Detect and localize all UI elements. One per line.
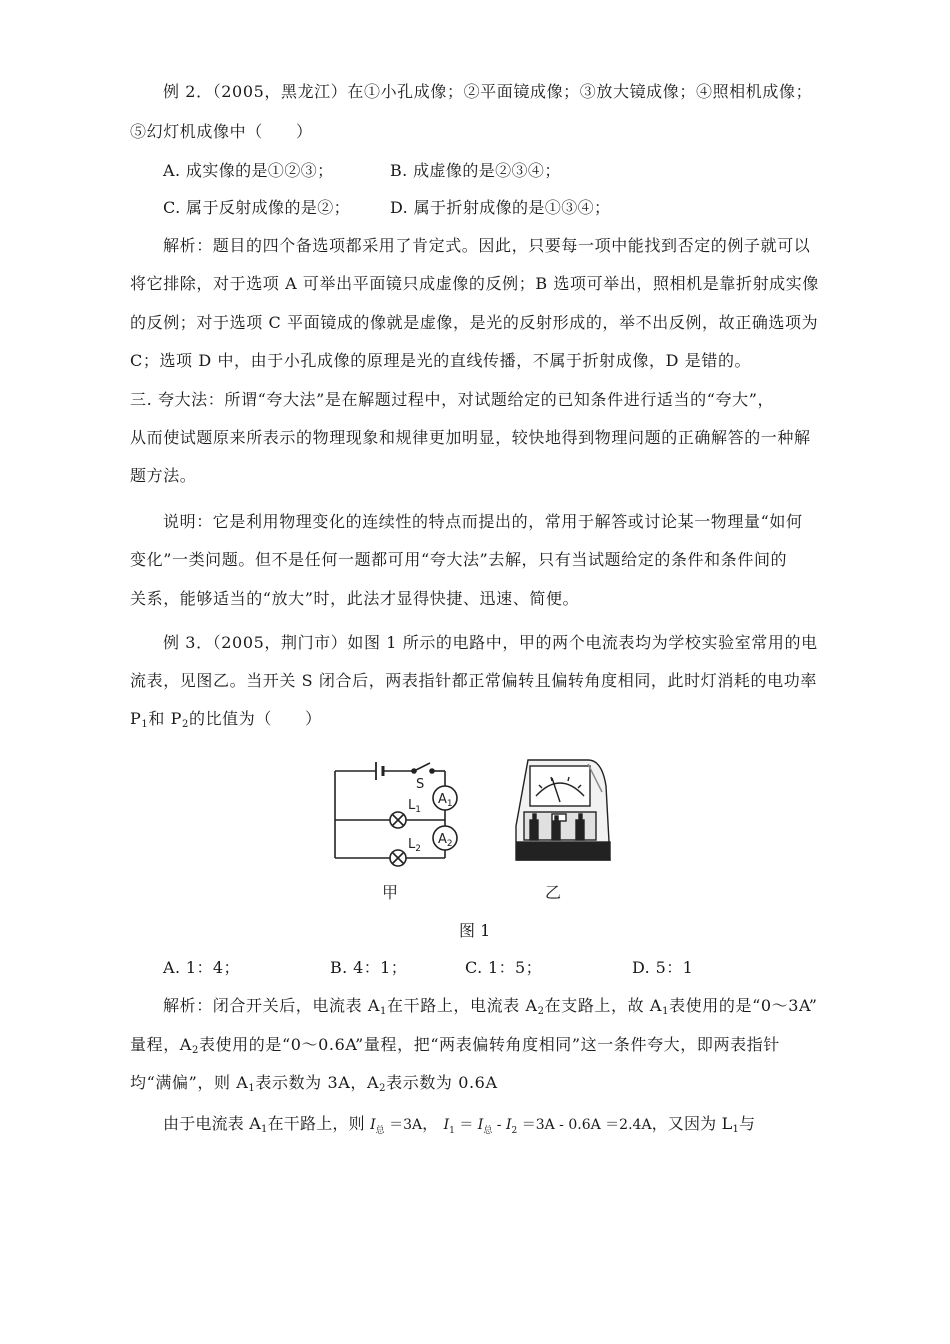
circuit-diagram-jia bbox=[335, 762, 457, 866]
label-jia: 甲 bbox=[382, 883, 399, 902]
equation-i1: $I_1 = I_总 - I_2 =3A - 0.6A =2.4A$ bbox=[443, 1117, 652, 1136]
and-p-text: 和 P bbox=[148, 709, 182, 728]
switch-contact-left bbox=[412, 769, 416, 773]
example3-option-d: D. 5：1 bbox=[632, 958, 694, 977]
label-s: S bbox=[416, 777, 425, 792]
ammeter-base bbox=[517, 842, 610, 860]
example2-stem-line1: 例 2．（2005，黑龙江）在①小孔成像；②平面镜成像；③放大镜成像；④照相机成像； bbox=[163, 82, 813, 101]
example2-option-b: B. 成虚像的是②③④； bbox=[390, 161, 561, 180]
example2-option-c: C. 属于反射成像的是②； bbox=[163, 198, 351, 217]
example2-analysis-line2: 将它排除，对于选项 A 可举出平面镜只成虚像的反例；B 选项可举出，照相机是靠折射成实像 bbox=[130, 274, 819, 293]
section3-note-line3: 关系，能够适当的“放大”时，此法才显得快捷、迅速、简便。 bbox=[130, 589, 580, 608]
example3-stem-line1: 例 3．（2005，荆门市）如图 1 所示的电路中，甲的两个电流表均为学校实验室常用的电 bbox=[163, 633, 818, 652]
example3-option-c: C. 1：5； bbox=[465, 958, 543, 977]
p1-subscript: 1 bbox=[141, 719, 149, 730]
section3-line3: 题方法。 bbox=[130, 466, 197, 485]
terminal-3 bbox=[576, 820, 584, 840]
example3-option-b: B. 4：1； bbox=[330, 958, 408, 977]
label-a2: $A_2$ bbox=[438, 832, 453, 849]
example2-analysis-line3: 的反例；对于选项 C 平面镜成的像就是虚像，是光的反射形成的，举不出反例，故正确选项为 bbox=[130, 313, 819, 332]
example3-analysis-line3: 均“满偏”，则 $A_1$表示数为 3A，$A_2$表示数为 0.6A bbox=[130, 1073, 498, 1094]
terminal-1 bbox=[530, 820, 538, 840]
label-l2: $L_2$ bbox=[408, 837, 421, 854]
section3-note-line1: 说明：它是利用物理变化的连续性的特点而提出的，常用于解答或讨论某一物理量“如何 bbox=[163, 512, 803, 531]
example3-analysis-line2: 量程，$A_2$表使用的是“0～0.6A”量程，把“两表偏转角度相同”这一条件夸大，即两表指针 bbox=[130, 1035, 780, 1056]
figure1-caption: 图 1 bbox=[459, 921, 491, 940]
figure1 bbox=[330, 756, 620, 906]
p2-subscript: 2 bbox=[182, 719, 189, 730]
example3-stem-line2: 流表，见图乙。当开关 S 闭合后，两表指针都正常偏转且偏转角度相同，此时灯消耗的电功率 bbox=[130, 671, 817, 690]
p-symbol: P bbox=[130, 709, 142, 728]
label-yi: 乙 bbox=[545, 883, 562, 902]
section3-line1: 三. 夸大法：所谓“夸大法”是在解题过程中，对试题给定的已知条件进行适当的“夸大”， bbox=[130, 390, 775, 409]
section3-line2: 从而使试题原来所表示的物理现象和规律更加明显，较快地得到物理问题的正确解答的一种解 bbox=[130, 428, 811, 447]
ratio-question-text: 的比值为（ ） bbox=[188, 709, 322, 728]
example3-option-a: A. 1：4； bbox=[163, 958, 240, 977]
example2-analysis-line1: 解析：题目的四个备选项都采用了肯定式。因此，只要每一项中能找到否定的例子就可以 bbox=[163, 236, 811, 255]
label-a1: $A_1$ bbox=[438, 792, 453, 809]
example2-option-d: D. 属于折射成像的是①③④； bbox=[390, 198, 611, 217]
example3-analysis-line4: 由于电流表 $A_1$在干路上，则 $I_总 =3A$， $I_1 = I_总 - I_2 =3A - 0.6A =2.4A$，又因为 $L_1$与 bbox=[163, 1114, 756, 1136]
switch-contact-right bbox=[430, 769, 434, 773]
equation-i-total: $I_总 =3A$ bbox=[370, 1117, 423, 1136]
example3-stem-line3 bbox=[130, 709, 322, 735]
section3-note-line2: 变化”一类问题。但不是任何一题都可用“夸大法”去解，只有当试题给定的条件和条件间的 bbox=[130, 550, 788, 569]
example2-option-a: A. 成实像的是①②③； bbox=[163, 161, 334, 180]
switch-blade bbox=[416, 763, 430, 770]
example2-stem-line2: ⑤幻灯机成像中（ ） bbox=[130, 122, 313, 141]
example3-analysis-line1: 解析：闭合开关后，电流表 $A_1$在干路上，电流表 $A_2$在支路上，故 $A_1$表使用的是“0～3A” bbox=[163, 996, 818, 1017]
terminal-2 bbox=[552, 822, 560, 840]
ammeter-drawing-yi bbox=[516, 760, 610, 860]
example2-analysis-line4: C；选项 D 中，由于小孔成像的原理是光的直线传播，不属于折射成像，D 是错的。 bbox=[130, 351, 752, 370]
label-l1: $L_1$ bbox=[408, 798, 421, 815]
